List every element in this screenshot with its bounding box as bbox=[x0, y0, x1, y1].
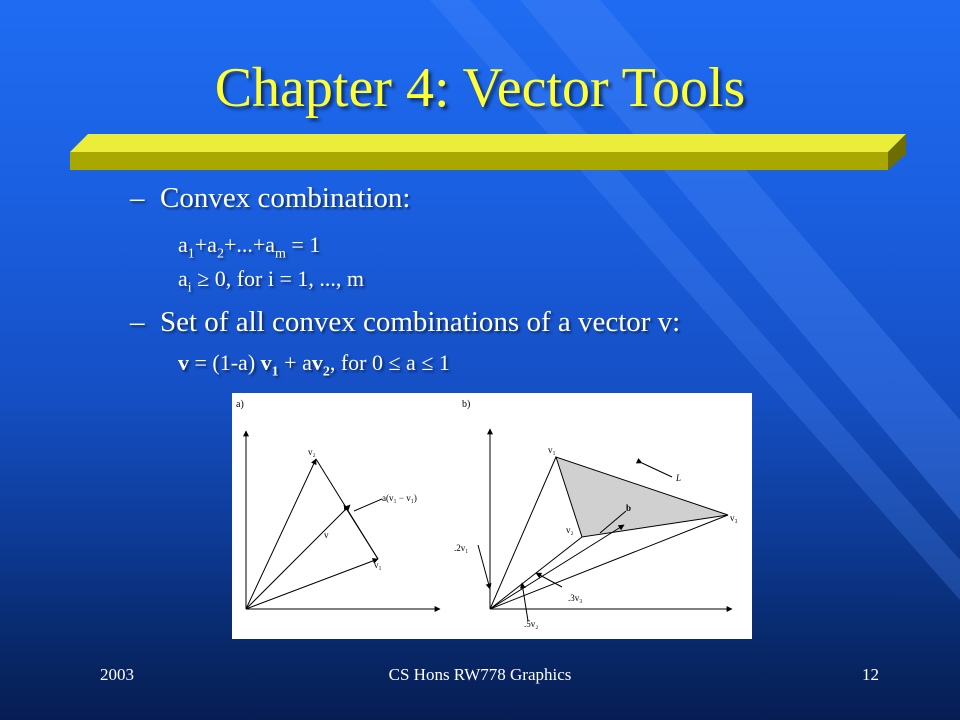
label-b-v2: v₂ bbox=[566, 525, 574, 535]
eq-text: a bbox=[178, 232, 188, 257]
sub-nonneg-condition bbox=[178, 266, 364, 296]
footer-course: CS Hons RW778 Graphics bbox=[388, 665, 572, 684]
sub-vector-equation bbox=[178, 350, 450, 380]
eq-text: ≥ 0, for i = 1, ..., m bbox=[197, 266, 365, 291]
bullet-dash: – bbox=[130, 306, 145, 338]
label-5v2: .5v₂ bbox=[524, 619, 539, 629]
label-a-expr: a(v₁ − v₁) bbox=[382, 493, 417, 503]
panel-a-diagram bbox=[246, 431, 440, 609]
eq-sub: 1 bbox=[187, 246, 195, 262]
eq-text: v bbox=[178, 350, 189, 375]
eq-sub: 2 bbox=[216, 246, 224, 262]
footer-year: 2003 bbox=[100, 665, 134, 684]
eq-sub: 2 bbox=[322, 364, 330, 380]
panel-b-label: b) bbox=[462, 399, 471, 410]
label-v1: v₁ bbox=[374, 560, 382, 570]
label-L: L bbox=[676, 473, 682, 483]
eq-text: = (1-a) bbox=[189, 350, 261, 375]
bullet-dash: – bbox=[130, 182, 145, 214]
eq-text: , for 0 ≤ a ≤ 1 bbox=[329, 350, 450, 375]
label-v: v bbox=[324, 530, 329, 540]
label-b: b bbox=[626, 503, 632, 513]
eq-text: v bbox=[260, 350, 272, 375]
eq-sub: i bbox=[187, 280, 192, 296]
panel-a-label: a) bbox=[236, 399, 244, 410]
footer-page-number: 12 bbox=[862, 665, 879, 684]
eq-sub: 1 bbox=[271, 364, 279, 380]
eq-text: a bbox=[178, 266, 188, 291]
label-b-v3: v₃ bbox=[730, 513, 738, 523]
bullet-convex-combination bbox=[130, 182, 411, 215]
panel-b-diagram bbox=[478, 429, 732, 621]
title-underline-bar bbox=[70, 134, 906, 172]
vector-figure bbox=[232, 393, 752, 639]
eq-sub: m bbox=[275, 246, 286, 262]
eq-text: + a bbox=[278, 350, 312, 375]
eq-text: = 1 bbox=[285, 232, 321, 257]
eq-text: v bbox=[311, 350, 323, 375]
sub-sum-equation bbox=[178, 232, 320, 262]
eq-text: +a bbox=[194, 232, 217, 257]
bullet-text: Convex combination: bbox=[160, 182, 411, 214]
label-v2: v₂ bbox=[308, 447, 316, 457]
bullet-set-of-combinations bbox=[130, 306, 680, 339]
eq-text: +...+a bbox=[223, 232, 276, 257]
label-3v3: .3v₃ bbox=[568, 593, 583, 603]
label-2v1: .2v₁ bbox=[454, 543, 469, 553]
label-b-v1: v₁ bbox=[548, 445, 556, 455]
slide-title: Chapter 4: Vector Tools bbox=[214, 57, 746, 119]
bullet-text: Set of all convex combinations of a vector v: bbox=[160, 306, 681, 338]
